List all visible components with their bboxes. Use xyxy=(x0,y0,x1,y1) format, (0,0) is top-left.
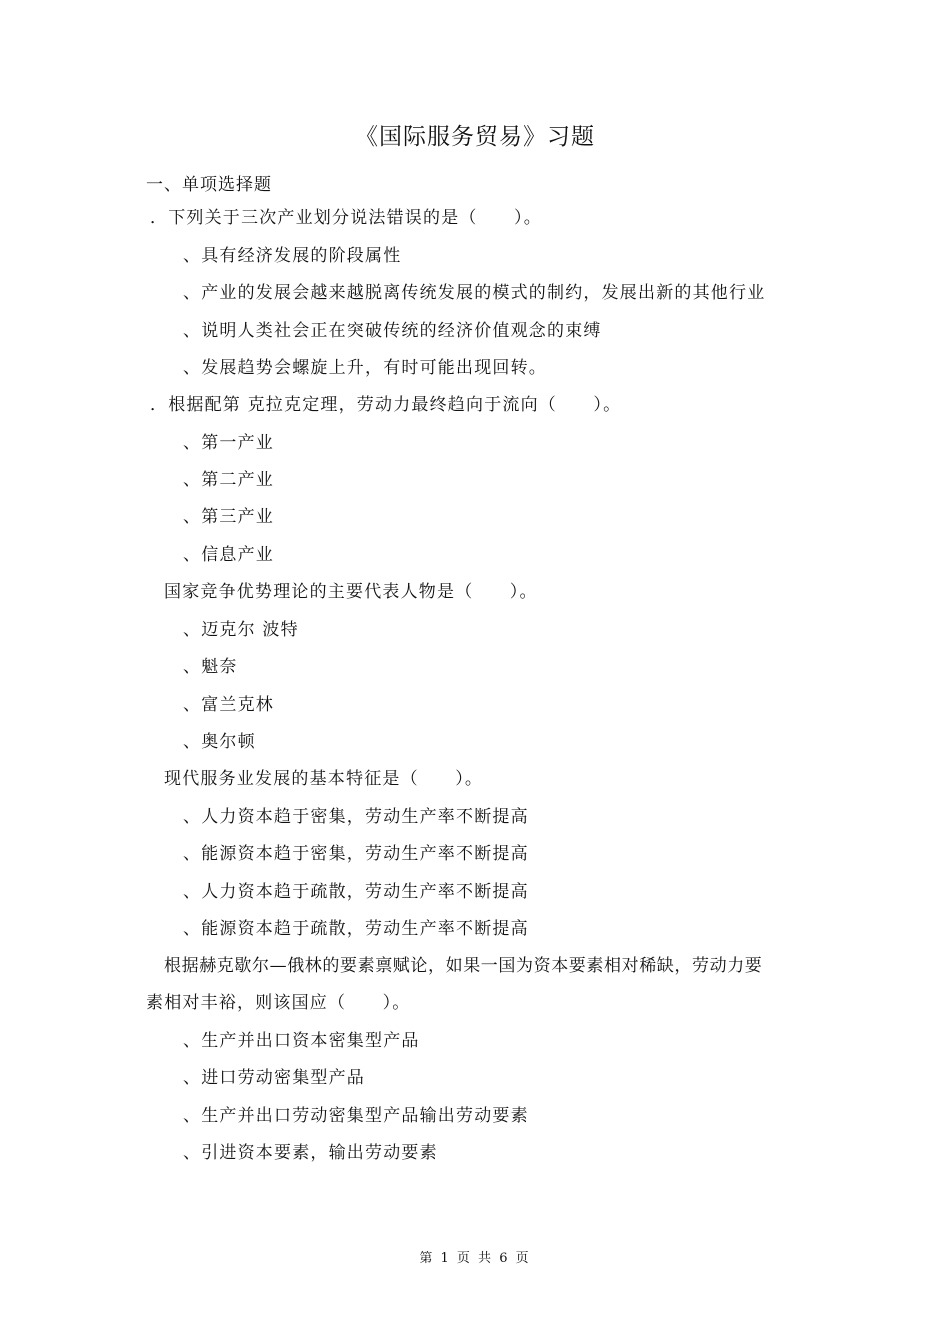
question-1-option-b: 、产业的发展会越来越脱离传统发展的模式的制约，发展出新的其他行业 xyxy=(183,283,766,303)
page-footer: 第 1 页 共 6 页 xyxy=(419,1251,531,1266)
question-4-stem: 现代服务业发展的基本特征是（ ）。 xyxy=(164,769,484,789)
question-1-option-d: 、发展趋势会螺旋上升，有时可能出现回转。 xyxy=(183,358,547,378)
question-2-stem: ．根据配第 克拉克定理，劳动力最终趋向于流向（ ）。 xyxy=(150,395,622,415)
question-5-option-c: 、生产并出口劳动密集型产品输出劳动要素 xyxy=(183,1106,529,1126)
question-2-option-d: 、信息产业 xyxy=(183,545,274,565)
question-3-option-c: 、富兰克林 xyxy=(183,695,274,715)
document-title: 《国际服务贸易》习题 xyxy=(355,124,595,150)
question-5-stem-line-2: 素相对丰裕，则该国应（ ）。 xyxy=(146,993,411,1013)
question-1-option-a: 、具有经济发展的阶段属性 xyxy=(183,246,402,266)
question-3-option-d: 、奥尔顿 xyxy=(183,732,256,752)
section-heading: 一、单项选择题 xyxy=(146,175,272,195)
question-4-option-b: 、能源资本趋于密集，劳动生产率不断提高 xyxy=(183,844,529,864)
question-2-option-a: 、第一产业 xyxy=(183,433,274,453)
question-5-option-b: 、进口劳动密集型产品 xyxy=(183,1068,365,1088)
question-3-stem: 国家竞争优势理论的主要代表人物是（ ）。 xyxy=(164,582,538,602)
question-5-option-d: 、引进资本要素，输出劳动要素 xyxy=(183,1143,438,1163)
question-2-option-b: 、第二产业 xyxy=(183,470,274,490)
question-2-option-c: 、第三产业 xyxy=(183,507,274,527)
question-4-option-c: 、人力资本趋于疏散，劳动生产率不断提高 xyxy=(183,882,529,902)
question-1-option-c: 、说明人类社会正在突破传统的经济价值观念的束缚 xyxy=(183,321,602,341)
question-1-stem: ．下列关于三次产业划分说法错误的是（ ）。 xyxy=(150,208,542,228)
question-4-option-d: 、能源资本趋于疏散，劳动生产率不断提高 xyxy=(183,919,529,939)
question-4-option-a: 、人力资本趋于密集，劳动生产率不断提高 xyxy=(183,807,529,827)
question-3-option-b: 、魁奈 xyxy=(183,657,238,677)
question-5-stem-line-1: 根据赫克歇尔—俄林的要素禀赋论，如果一国为资本要素相对稀缺，劳动力要 xyxy=(164,956,763,976)
question-5-option-a: 、生产并出口资本密集型产品 xyxy=(183,1031,420,1051)
question-3-option-a: 、迈克尔 波特 xyxy=(183,620,299,640)
